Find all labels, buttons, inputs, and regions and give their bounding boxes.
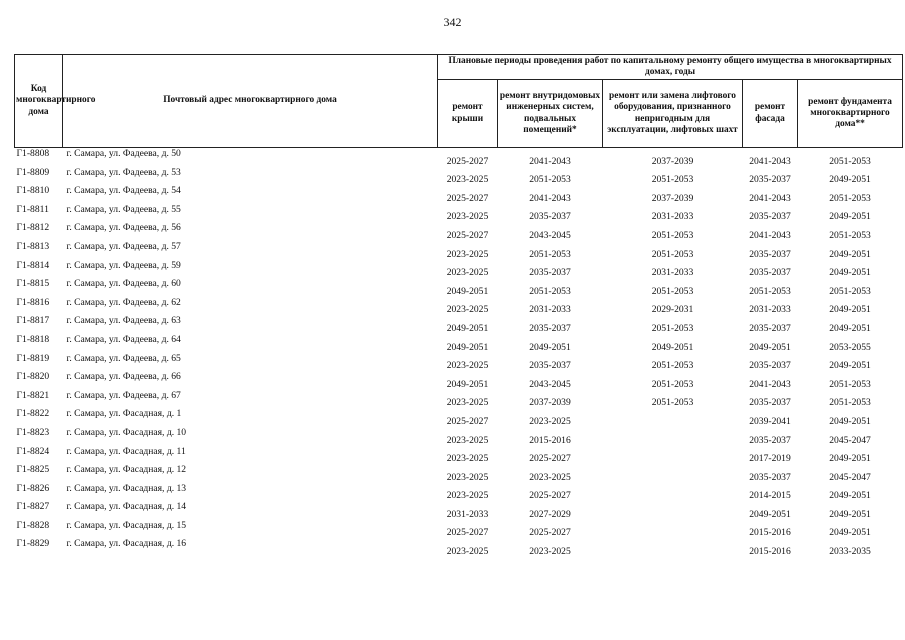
cell-engineering: 2023-2025 [529,471,571,483]
header-roof: ремонт крыши [438,80,498,148]
table-row [15,260,903,279]
cell-facade: 2041-2043 [749,155,791,167]
cell-address: г. Самара, ул. Фадеева, д. 50 [66,148,181,159]
cell-engineering: 2025-2027 [529,490,571,502]
cell-lift [603,483,743,502]
cell-address: г. Самара, ул. Фасадная, д. 16 [66,538,187,550]
cell-facade: 2014-2015 [749,490,791,502]
cell-facade: 2051-2053 [749,285,791,297]
cell-engineering: 2041-2043 [529,192,571,204]
cell-lift [603,464,743,483]
header-foundation: ремонт фундамента многоквартирного дома** [798,80,903,148]
table-row [15,148,903,167]
table-row [15,278,903,297]
header-periods-group: Плановые периоды проведения работ по капитальному ремонту общего имущества в многоквартирных домах, годы [438,55,903,80]
cell-address: г. Самара, ул. Фадеева, д. 64 [66,333,181,345]
cell-lift: 2051-2053 [651,397,694,409]
cell-code: Г1-8828 [16,519,50,531]
cell-code: Г1-8823 [16,426,50,438]
cell-address: г. Самара, ул. Фадеева, д. 54 [66,185,181,197]
table-row [15,501,903,520]
table-row [15,315,903,334]
table-header [15,55,903,148]
cell-foundation: 2049-2051 [829,248,871,260]
cell-roof: 2049-2051 [446,378,489,390]
cell-engineering: 2043-2045 [529,229,571,241]
cell-facade: 2035-2037 [749,397,791,409]
cell-code: Г1-8827 [16,501,50,513]
table-row [15,427,903,446]
cell-engineering: 2035-2037 [529,267,571,279]
header-engineering: ремонт внутридомовых инженерных систем, подвальных помещений* [498,80,603,148]
table-row [15,353,903,372]
cell-code: Г1-8812 [16,222,50,234]
cell-facade: 2035-2037 [749,434,791,446]
cell-engineering: 2023-2025 [529,415,571,427]
cell-foundation: 2051-2053 [829,155,871,167]
cell-foundation: 2049-2051 [829,304,871,316]
cell-roof: 2023-2025 [446,360,489,372]
cell-engineering: 2037-2039 [529,397,571,409]
cell-address: г. Самара, ул. Фадеева, д. 62 [66,296,181,308]
cell-foundation: 2051-2053 [829,192,871,204]
cell-foundation: 2049-2051 [829,360,871,372]
cell-address: г. Самара, ул. Фасадная, д. 12 [66,464,187,476]
cell-code: Г1-8817 [16,315,50,327]
cell-roof: 2023-2025 [446,471,489,483]
cell-foundation: 2051-2053 [829,285,871,297]
cell-engineering: 2051-2053 [529,248,571,260]
cell-code: Г1-8821 [16,389,50,401]
cell-facade: 2035-2037 [749,267,791,279]
cell-code: Г1-8808 [16,148,50,159]
cell-roof: 2025-2027 [446,155,489,167]
cell-engineering: 2035-2037 [529,211,571,223]
cell-lift: 2051-2053 [651,360,694,372]
cell-foundation: 2049-2051 [829,415,871,427]
cell-lift: 2051-2053 [651,378,694,390]
cell-facade: 2035-2037 [749,174,791,186]
cell-address: г. Самара, ул. Фадеева, д. 55 [66,203,181,215]
cell-engineering: 2027-2029 [529,508,571,520]
cell-lift: 2051-2053 [651,174,694,186]
cell-foundation: 2051-2053 [829,397,871,409]
cell-address: г. Самара, ул. Фадеева, д. 60 [66,278,181,290]
cell-foundation: 2049-2051 [829,453,871,465]
cell-facade: 2041-2043 [749,192,791,204]
cell-address: г. Самара, ул. Фасадная, д. 14 [66,501,187,513]
cell-facade: 2035-2037 [749,322,791,334]
cell-roof: 2023-2025 [446,397,489,409]
header-lift: ремонт или замена лифтового оборудования, признанного непригодным для эксплуатации, лифтовых шахт [603,80,743,148]
table-row [15,204,903,223]
cell-code: Г1-8813 [16,240,50,252]
table-row [15,241,903,260]
cell-foundation: 2049-2051 [829,508,871,520]
cell-lift: 2051-2053 [651,285,694,297]
cell-address: г. Самара, ул. Фасадная, д. 1 [66,408,182,420]
header-code: Код многоквартирного дома [15,55,63,148]
cell-engineering: 2025-2027 [529,453,571,465]
cell-lift [603,446,743,465]
cell-roof: 2023-2025 [446,434,489,446]
cell-code: Г1-8811 [16,203,49,215]
table-row [15,371,903,390]
cell-roof: 2023-2025 [446,211,489,223]
table-row [15,520,903,539]
cell-foundation: 2049-2051 [829,322,871,334]
cell-engineering: 2049-2051 [529,341,571,353]
cell-foundation: 2033-2035 [829,546,871,558]
cell-engineering: 2031-2033 [529,304,571,316]
cell-roof: 2049-2051 [446,285,489,297]
cell-roof: 2023-2025 [446,267,489,279]
cell-engineering: 2023-2025 [529,546,571,558]
cell-lift: 2037-2039 [651,155,694,167]
cell-roof: 2025-2027 [446,527,489,539]
table-row [15,446,903,465]
cell-facade: 2039-2041 [749,415,791,427]
cell-facade: 2035-2037 [749,211,791,223]
cell-facade: 2015-2016 [749,527,791,539]
table-row [15,185,903,204]
cell-foundation: 2049-2051 [829,211,871,223]
cell-address: г. Самара, ул. Фадеева, д. 66 [66,371,181,383]
cell-address: г. Самара, ул. Фасадная, д. 10 [66,426,187,438]
cell-foundation: 2049-2051 [829,527,871,539]
cell-roof: 2023-2025 [446,453,489,465]
cell-foundation: 2051-2053 [829,229,871,241]
cell-facade: 2035-2037 [749,248,791,260]
cell-lift [603,538,743,557]
cell-code: Г1-8816 [16,296,50,308]
cell-address: г. Самара, ул. Фадеева, д. 53 [66,166,181,178]
header-row-top [15,55,903,80]
cell-lift [603,520,743,539]
cell-engineering: 2051-2053 [529,174,571,186]
cell-code: Г1-8825 [16,464,50,476]
header-facade: ремонт фасада [743,80,798,148]
cell-address: г. Самара, ул. Фасадная, д. 13 [66,482,187,494]
cell-address: г. Самара, ул. Фадеева, д. 56 [66,222,181,234]
cell-engineering: 2025-2027 [529,527,571,539]
cell-roof: 2023-2025 [446,490,489,502]
cell-roof: 2023-2025 [446,248,489,260]
cell-engineering: 2035-2037 [529,360,571,372]
cell-address: г. Самара, ул. Фасадная, д. 15 [66,519,187,531]
cell-address: г. Самара, ул. Фасадная, д. 11 [66,445,186,457]
table-row [15,222,903,241]
cell-address: г. Самара, ул. Фадеева, д. 67 [66,389,181,401]
cell-code: Г1-8822 [16,408,50,420]
cell-code: Г1-8824 [16,445,50,457]
cell-code: Г1-8818 [16,333,50,345]
cell-facade: 2035-2037 [749,471,791,483]
cell-engineering: 2043-2045 [529,378,571,390]
cell-engineering: 2041-2043 [529,155,571,167]
cell-foundation: 2053-2055 [829,341,871,353]
cell-roof: 2031-2033 [446,508,489,520]
cell-engineering: 2015-2016 [529,434,571,446]
table-body [15,148,903,558]
cell-lift [603,427,743,446]
cell-facade: 2041-2043 [749,378,791,390]
table-row [15,464,903,483]
page-number: 342 [443,15,462,29]
cell-address: г. Самара, ул. Фадеева, д. 65 [66,352,181,364]
cell-facade: 2015-2016 [749,546,791,558]
cell-lift: 2051-2053 [651,322,694,334]
cell-code: Г1-8819 [16,352,50,364]
cell-roof: 2025-2027 [446,415,489,427]
cell-code: Г1-8814 [16,259,50,271]
cell-address: г. Самара, ул. Фадеева, д. 63 [66,315,181,327]
cell-roof: 2025-2027 [446,192,489,204]
cell-facade: 2049-2051 [749,341,791,353]
cell-lift [603,408,743,427]
cell-lift: 2051-2053 [651,229,694,241]
table-row [15,167,903,186]
cell-lift: 2037-2039 [651,192,694,204]
cell-code: Г1-8820 [16,371,50,383]
cell-roof: 2049-2051 [446,341,489,353]
table-row [15,390,903,409]
cell-code: Г1-8809 [16,166,50,178]
cell-foundation: 2049-2051 [829,174,871,186]
cell-lift: 2031-2033 [651,211,694,223]
cell-lift: 2031-2033 [651,267,694,279]
cell-lift: 2049-2051 [651,341,694,353]
cell-address: г. Самара, ул. Фадеева, д. 59 [66,259,181,271]
cell-roof: 2049-2051 [446,322,489,334]
cell-address: г. Самара, ул. Фадеева, д. 57 [66,240,181,252]
table-row [15,483,903,502]
cell-roof: 2023-2025 [446,174,489,186]
cell-lift: 2029-2031 [651,304,694,316]
cell-facade: 2031-2033 [749,304,791,316]
table-row [15,297,903,316]
cell-roof: 2025-2027 [446,229,489,241]
cell-foundation: 2051-2053 [829,378,871,390]
cell-facade: 2041-2043 [749,229,791,241]
cell-facade: 2049-2051 [749,508,791,520]
capital-repair-table [14,54,903,557]
cell-engineering: 2035-2037 [529,322,571,334]
cell-roof: 2023-2025 [446,546,489,558]
cell-code: Г1-8829 [16,538,50,550]
cell-facade: 2035-2037 [749,360,791,372]
table-row [15,334,903,353]
cell-foundation: 2045-2047 [829,471,871,483]
cell-foundation: 2049-2051 [829,267,871,279]
cell-foundation: 2049-2051 [829,490,871,502]
cell-engineering: 2051-2053 [529,285,571,297]
cell-code: Г1-8810 [16,185,50,197]
cell-facade: 2017-2019 [749,453,791,465]
header-address: Почтовый адрес многоквартирного дома [63,55,438,148]
cell-code: Г1-8826 [16,482,50,494]
cell-code: Г1-8815 [16,278,50,290]
cell-lift [603,501,743,520]
table-row [15,408,903,427]
cell-foundation: 2045-2047 [829,434,871,446]
table-row [15,538,903,557]
cell-lift: 2051-2053 [651,248,694,260]
cell-roof: 2023-2025 [446,304,489,316]
